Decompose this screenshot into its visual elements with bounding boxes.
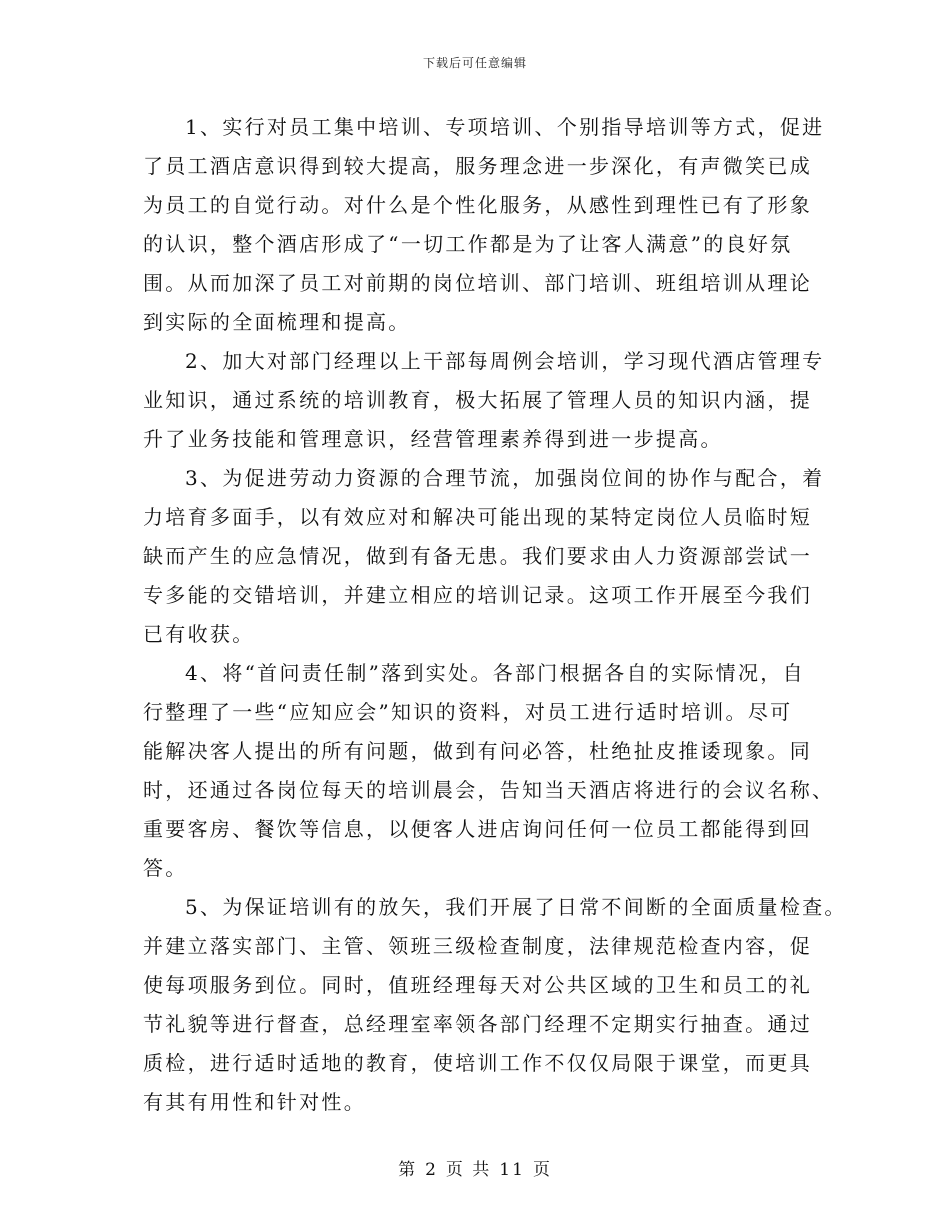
paragraph-line: 业知识，通过系统的培训教育，极大拓展了管理人员的知识内涵，提 bbox=[143, 388, 812, 412]
footer-middle: 页 共 bbox=[445, 1160, 492, 1180]
footer-page-number: 2 bbox=[425, 1160, 438, 1180]
paragraph-line: 升了业务技能和管理意识，经营管理素养得到进一步提高。 bbox=[143, 427, 723, 451]
paragraph-line: 围。从而加深了员工对前期的岗位培训、部门培训、班组培训从理论 bbox=[143, 271, 812, 295]
paragraph-2 bbox=[143, 342, 828, 459]
paragraph-line: 使每项服务到位。同时，值班经理每天对公共区域的卫生和员工的礼 bbox=[143, 973, 812, 997]
footer-prefix: 第 bbox=[398, 1160, 418, 1180]
paragraph-line: 行整理了一些“应知应会”知识的资料，对员工进行适时培训。尽可 bbox=[143, 700, 793, 724]
paragraph-5 bbox=[143, 888, 847, 1122]
paragraph-line: 已有收获。 bbox=[143, 622, 255, 646]
page-header: 下载后可任意编辑 bbox=[422, 56, 527, 70]
paragraph-line: 了员工酒店意识得到较大提高，服务理念进一步深化，有声微笑已成 bbox=[143, 154, 812, 178]
paragraph-line: 到实际的全面梳理和提高。 bbox=[143, 310, 411, 334]
paragraph-line: 5、为保证培训有的放矢，我们开展了日常不间断的全面质量检查。 bbox=[185, 895, 847, 919]
document-body bbox=[143, 108, 847, 1122]
footer-total-pages: 11 bbox=[499, 1160, 525, 1180]
paragraph-4 bbox=[143, 654, 835, 888]
paragraph-line: 质检，进行适时适地的教育，使培训工作不仅仅局限于课堂，而更具 bbox=[143, 1051, 812, 1075]
paragraph-3 bbox=[143, 459, 828, 654]
paragraph-line: 时，还通过各岗位每天的培训晨会，告知当天酒店将进行的会议名称、 bbox=[143, 778, 835, 802]
paragraph-line: 2、加大对部门经理以上干部每周例会培训，学习现代酒店管理专 bbox=[185, 349, 825, 373]
paragraph-line: 1、实行对员工集中培训、专项培训、个别指导培训等方式，促进 bbox=[185, 115, 825, 139]
paragraph-line: 节礼貌等进行督查，总经理室率领各部门经理不定期实行抽查。通过 bbox=[143, 1012, 812, 1036]
paragraph-line: 重要客房、餐饮等信息，以便客人进店询问任何一位员工都能得到回 bbox=[143, 817, 812, 841]
footer-suffix: 页 bbox=[532, 1160, 552, 1180]
paragraph-line: 力培育多面手，以有效应对和解决可能出现的某特定岗位人员临时短 bbox=[143, 505, 812, 529]
paragraph-line: 为员工的自觉行动。对什么是个性化服务，从感性到理性已有了形象 bbox=[143, 193, 812, 217]
paragraph-line: 并建立落实部门、主管、领班三级检查制度，法律规范检查内容，促 bbox=[143, 934, 812, 958]
paragraph-1 bbox=[143, 108, 828, 342]
page-footer bbox=[0, 1155, 950, 1180]
paragraph-line: 能解决客人提出的所有问题，做到有问必答，杜绝扯皮推诿现象。同 bbox=[143, 739, 812, 763]
paragraph-line: 4、将“首问责任制”落到实处。各部门根据各自的实际情况，自 bbox=[185, 661, 805, 685]
paragraph-line: 3、为促进劳动力资源的合理节流，加强岗位间的协作与配合，着 bbox=[185, 466, 825, 490]
paragraph-line: 专多能的交错培训，并建立相应的培训记录。这项工作开展至今我们 bbox=[143, 583, 812, 607]
paragraph-line: 的认识，整个酒店形成了“一切工作都是为了让客人满意”的良好氛 bbox=[143, 232, 793, 256]
paragraph-line: 有其有用性和针对性。 bbox=[143, 1090, 366, 1114]
paragraph-line: 答。 bbox=[143, 856, 188, 880]
paragraph-line: 缺而产生的应急情况，做到有备无患。我们要求由人力资源部尝试一 bbox=[143, 544, 812, 568]
